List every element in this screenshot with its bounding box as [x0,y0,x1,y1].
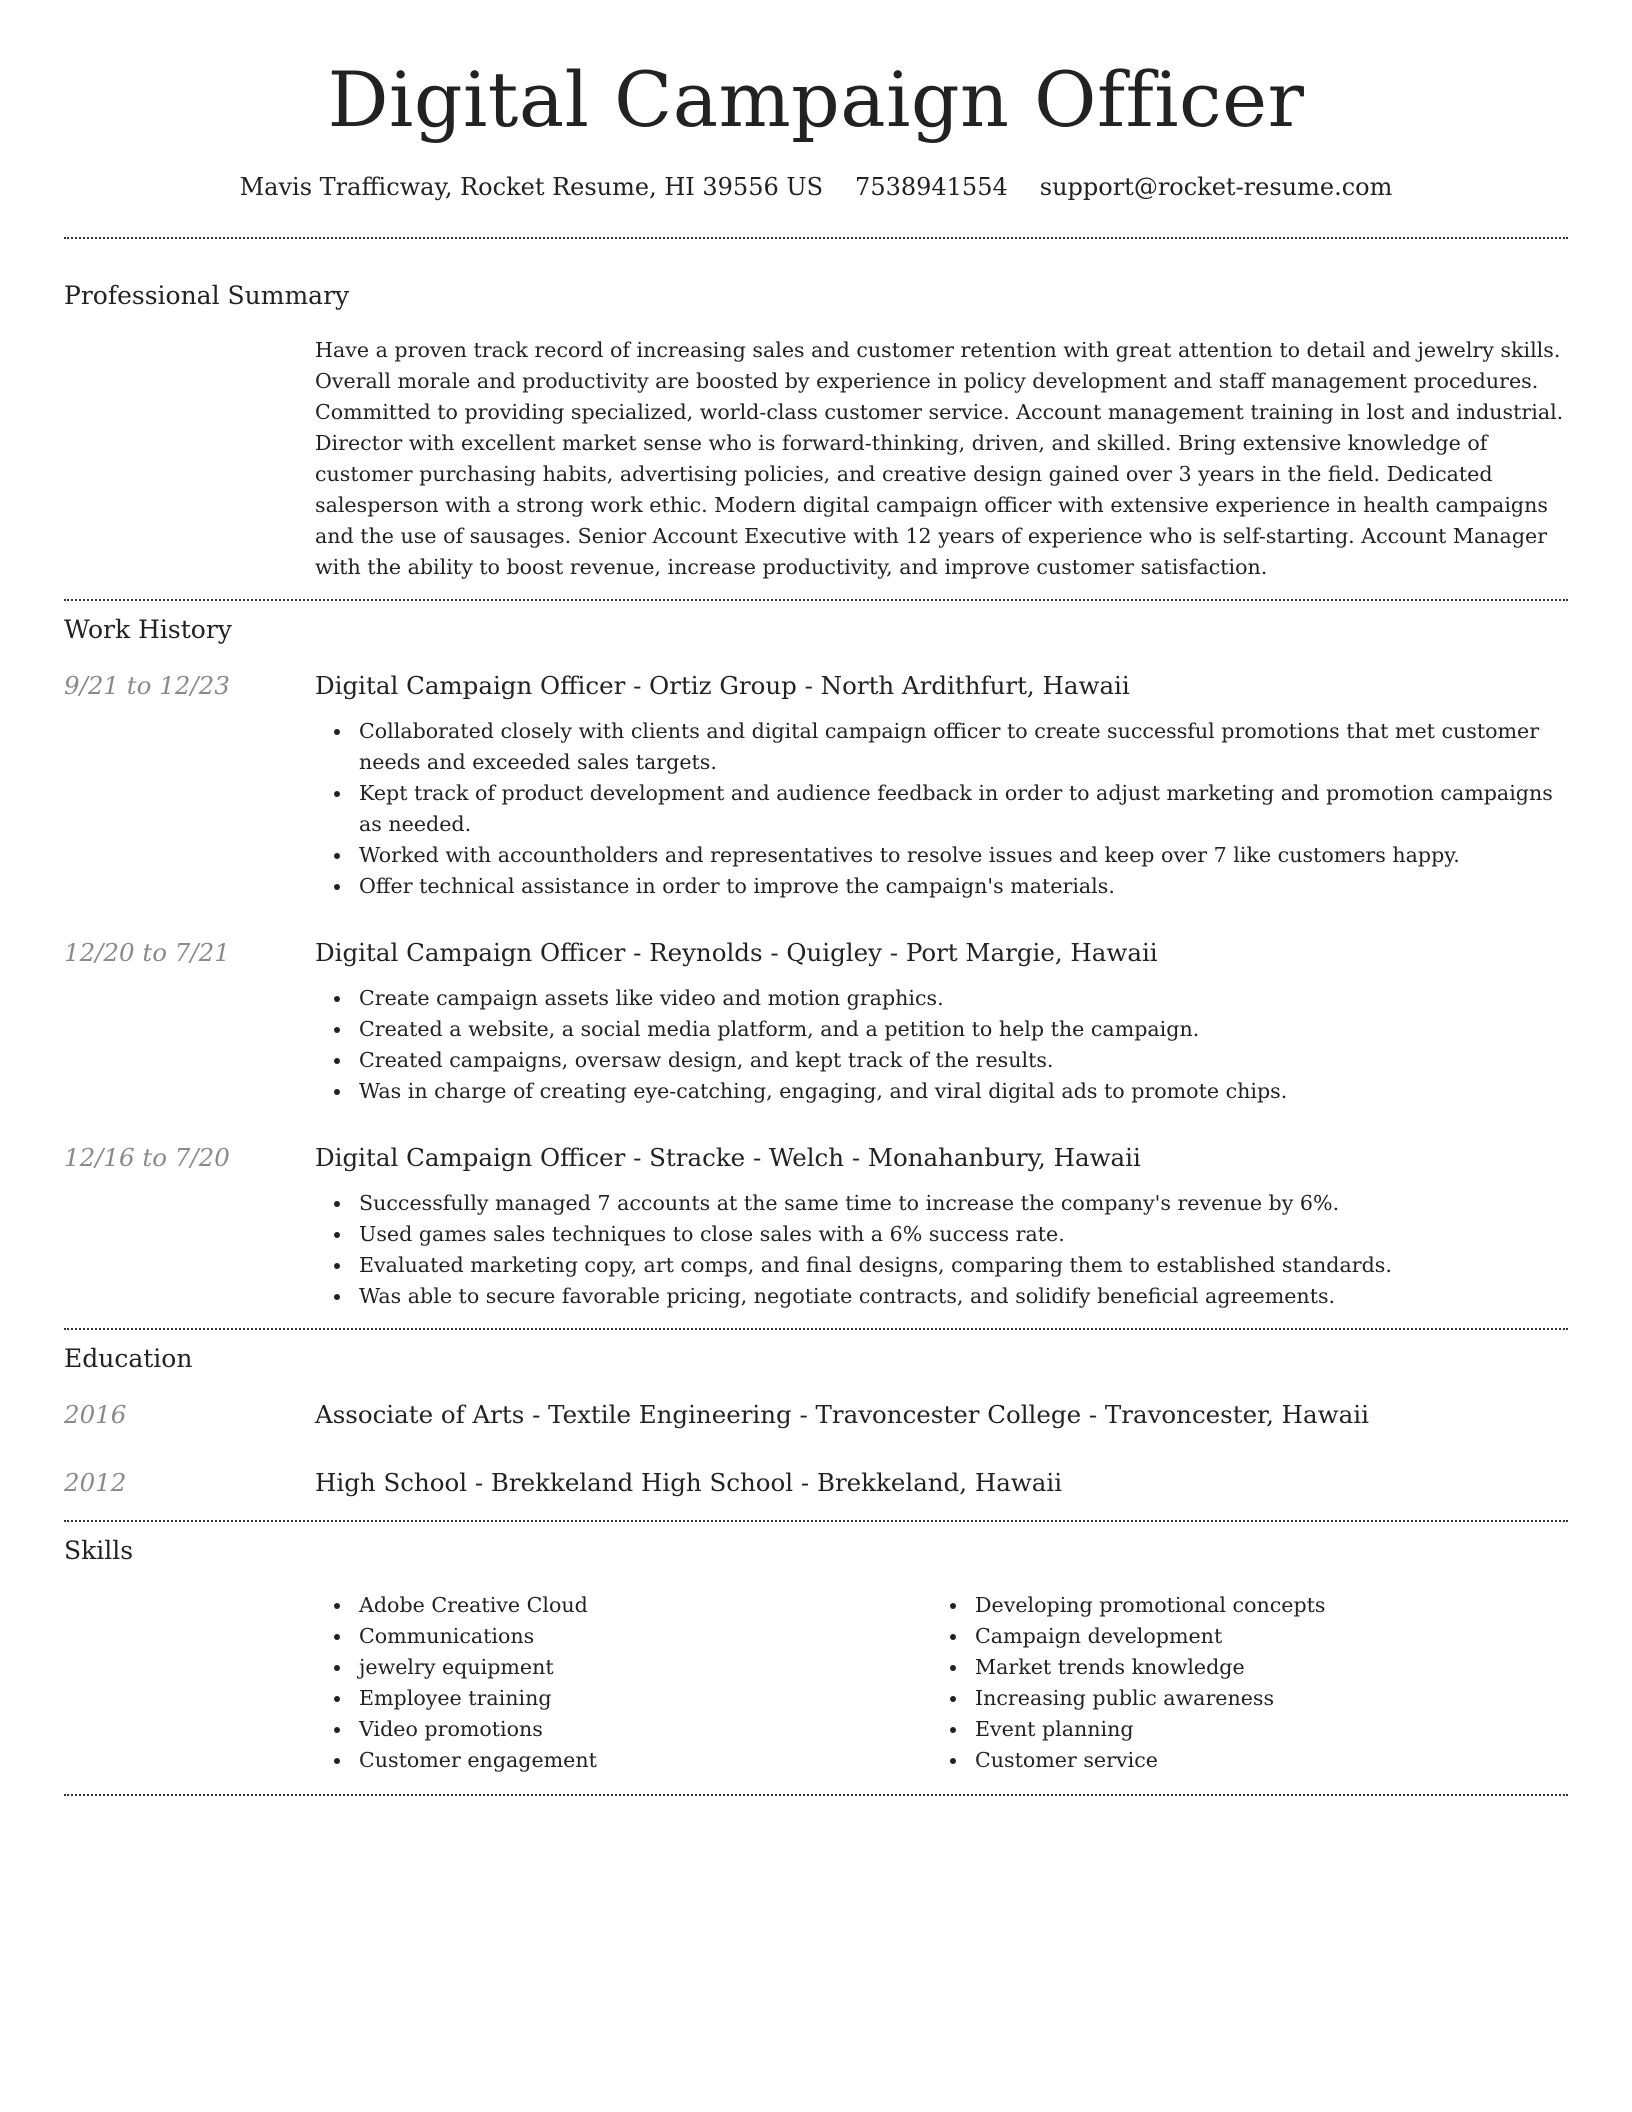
job-body [315,669,1568,902]
section-spacer [64,1500,1568,1520]
list-item: Used games sales techniques to close sales with a 6% success rate. [315,1219,1568,1250]
job-entry [64,936,1568,1107]
skill-item: Customer service [931,1745,1568,1776]
resume-page [64,0,1568,2112]
skills-columns [315,1590,1568,1776]
education-section [64,1342,1568,1520]
skills-column-right [931,1590,1568,1776]
summary-section [64,279,1568,599]
section-divider [64,1794,1568,1796]
job-heading: Digital Campaign Officer - Reynolds - Quigley - Port Margie, Hawaii [315,938,1158,967]
skill-item: Customer engagement [315,1745,931,1776]
list-item: Collaborated closely with clients and digital campaign officer to create successful promotions that met customer needs and exceeded sales targets. [315,716,1568,778]
work-history-section [64,613,1568,1328]
education-entry [64,1398,1568,1432]
job-bullets [315,1188,1568,1312]
section-spacer [64,1776,1568,1794]
list-item: Created campaigns, oversaw design, and kept track of the results. [315,1045,1568,1076]
job-body [315,1141,1568,1312]
list-item: Worked with accountholders and representatives to resolve issues and keep over 7 like customers happy. [315,840,1568,871]
skill-item: Developing promotional concepts [931,1590,1568,1621]
skill-item: Increasing public awareness [931,1683,1568,1714]
contact-phone: 7538941554 [855,173,1008,201]
education-year: 2012 [64,1468,127,1497]
education-year: 2016 [64,1400,127,1429]
job-heading: Digital Campaign Officer - Stracke - Welch - Monahanbury, Hawaii [315,1143,1141,1172]
skill-item: jewelry equipment [315,1652,931,1683]
skills-list [931,1590,1568,1776]
contact-address: Mavis Trafficway, Rocket Resume, HI 39556 US [239,173,824,201]
contact-email: support@rocket-resume.com [1039,173,1393,201]
section-spacer [64,1312,1568,1328]
skills-column-left [315,1590,931,1776]
list-item: Was able to secure favorable pricing, negotiate contracts, and solidify beneficial agreements. [315,1281,1568,1312]
list-item: Create campaign assets like video and motion graphics. [315,983,1568,1014]
section-divider [64,1328,1568,1330]
skills-list [315,1590,931,1776]
skill-item: Event planning [931,1714,1568,1745]
summary-heading: Professional Summary [64,281,350,310]
section-divider [64,599,1568,601]
section-divider [64,1520,1568,1522]
skill-item: Employee training [315,1683,931,1714]
skill-item: Campaign development [931,1621,1568,1652]
skill-item: Communications [315,1621,931,1652]
skills-section [64,1534,1568,1794]
resume-title: Digital Campaign Officer [327,55,1305,144]
education-heading: Education [64,1344,193,1373]
summary-text: Have a proven track record of increasing sales and customer retention with great attention to detail and jewelry skills. Overall morale and productivity are boosted by experience in policy development and staff management procedures. Committed to providing specialized, world-class customer service. Account management training in lost and industrial. Director with excellent market sense who is forward-thinking, driven, and skilled. Bring extensive knowledge of customer purchasing habits, advertising policies, and creative design gained over 3 years in the field. Dedicated salesperson with a strong work ethic. Modern digital campaign officer with extensive experience in health campaigns and the use of sausages. Senior Account Executive with 12 years of experience who is self-starting. Account Manager with the ability to boost revenue, increase productivity, and improve customer satisfaction. [315,338,1564,579]
list-item: Evaluated marketing copy, art comps, and final designs, comparing them to established standards. [315,1250,1568,1281]
job-body [315,936,1568,1107]
job-heading: Digital Campaign Officer - Ortiz Group - North Ardithfurt, Hawaii [315,671,1130,700]
skill-item: Adobe Creative Cloud [315,1590,931,1621]
job-dates: 12/20 to 7/21 [64,938,230,967]
education-entry [64,1466,1568,1500]
list-item: Offer technical assistance in order to improve the campaign's materials. [315,871,1568,902]
contact-line [64,170,1568,204]
section-divider [64,237,1568,239]
education-body [315,1466,1568,1500]
job-dates: 9/21 to 12/23 [64,671,230,700]
skill-item: Market trends knowledge [931,1652,1568,1683]
work-history-heading: Work History [64,615,232,644]
skills-heading: Skills [64,1536,134,1565]
job-bullets [315,983,1568,1107]
skill-item: Video promotions [315,1714,931,1745]
job-bullets [315,716,1568,902]
list-item: Successfully managed 7 accounts at the same time to increase the company's revenue by 6%. [315,1188,1568,1219]
education-body [315,1398,1568,1432]
job-dates: 12/16 to 7/20 [64,1143,230,1172]
job-entry [64,1141,1568,1312]
list-item: Was in charge of creating eye-catching, engaging, and viral digital ads to promote chips. [315,1076,1568,1107]
job-entry [64,669,1568,902]
education-heading-text: High School - Brekkeland High School - Brekkeland, Hawaii [315,1468,1063,1497]
list-item: Kept track of product development and audience feedback in order to adjust marketing and promotion campaigns as needed. [315,778,1568,840]
resume-header [64,0,1568,204]
education-heading-text: Associate of Arts - Textile Engineering - Travoncester College - Travoncester, Hawaii [315,1400,1369,1429]
list-item: Created a website, a social media platform, and a petition to help the campaign. [315,1014,1568,1045]
